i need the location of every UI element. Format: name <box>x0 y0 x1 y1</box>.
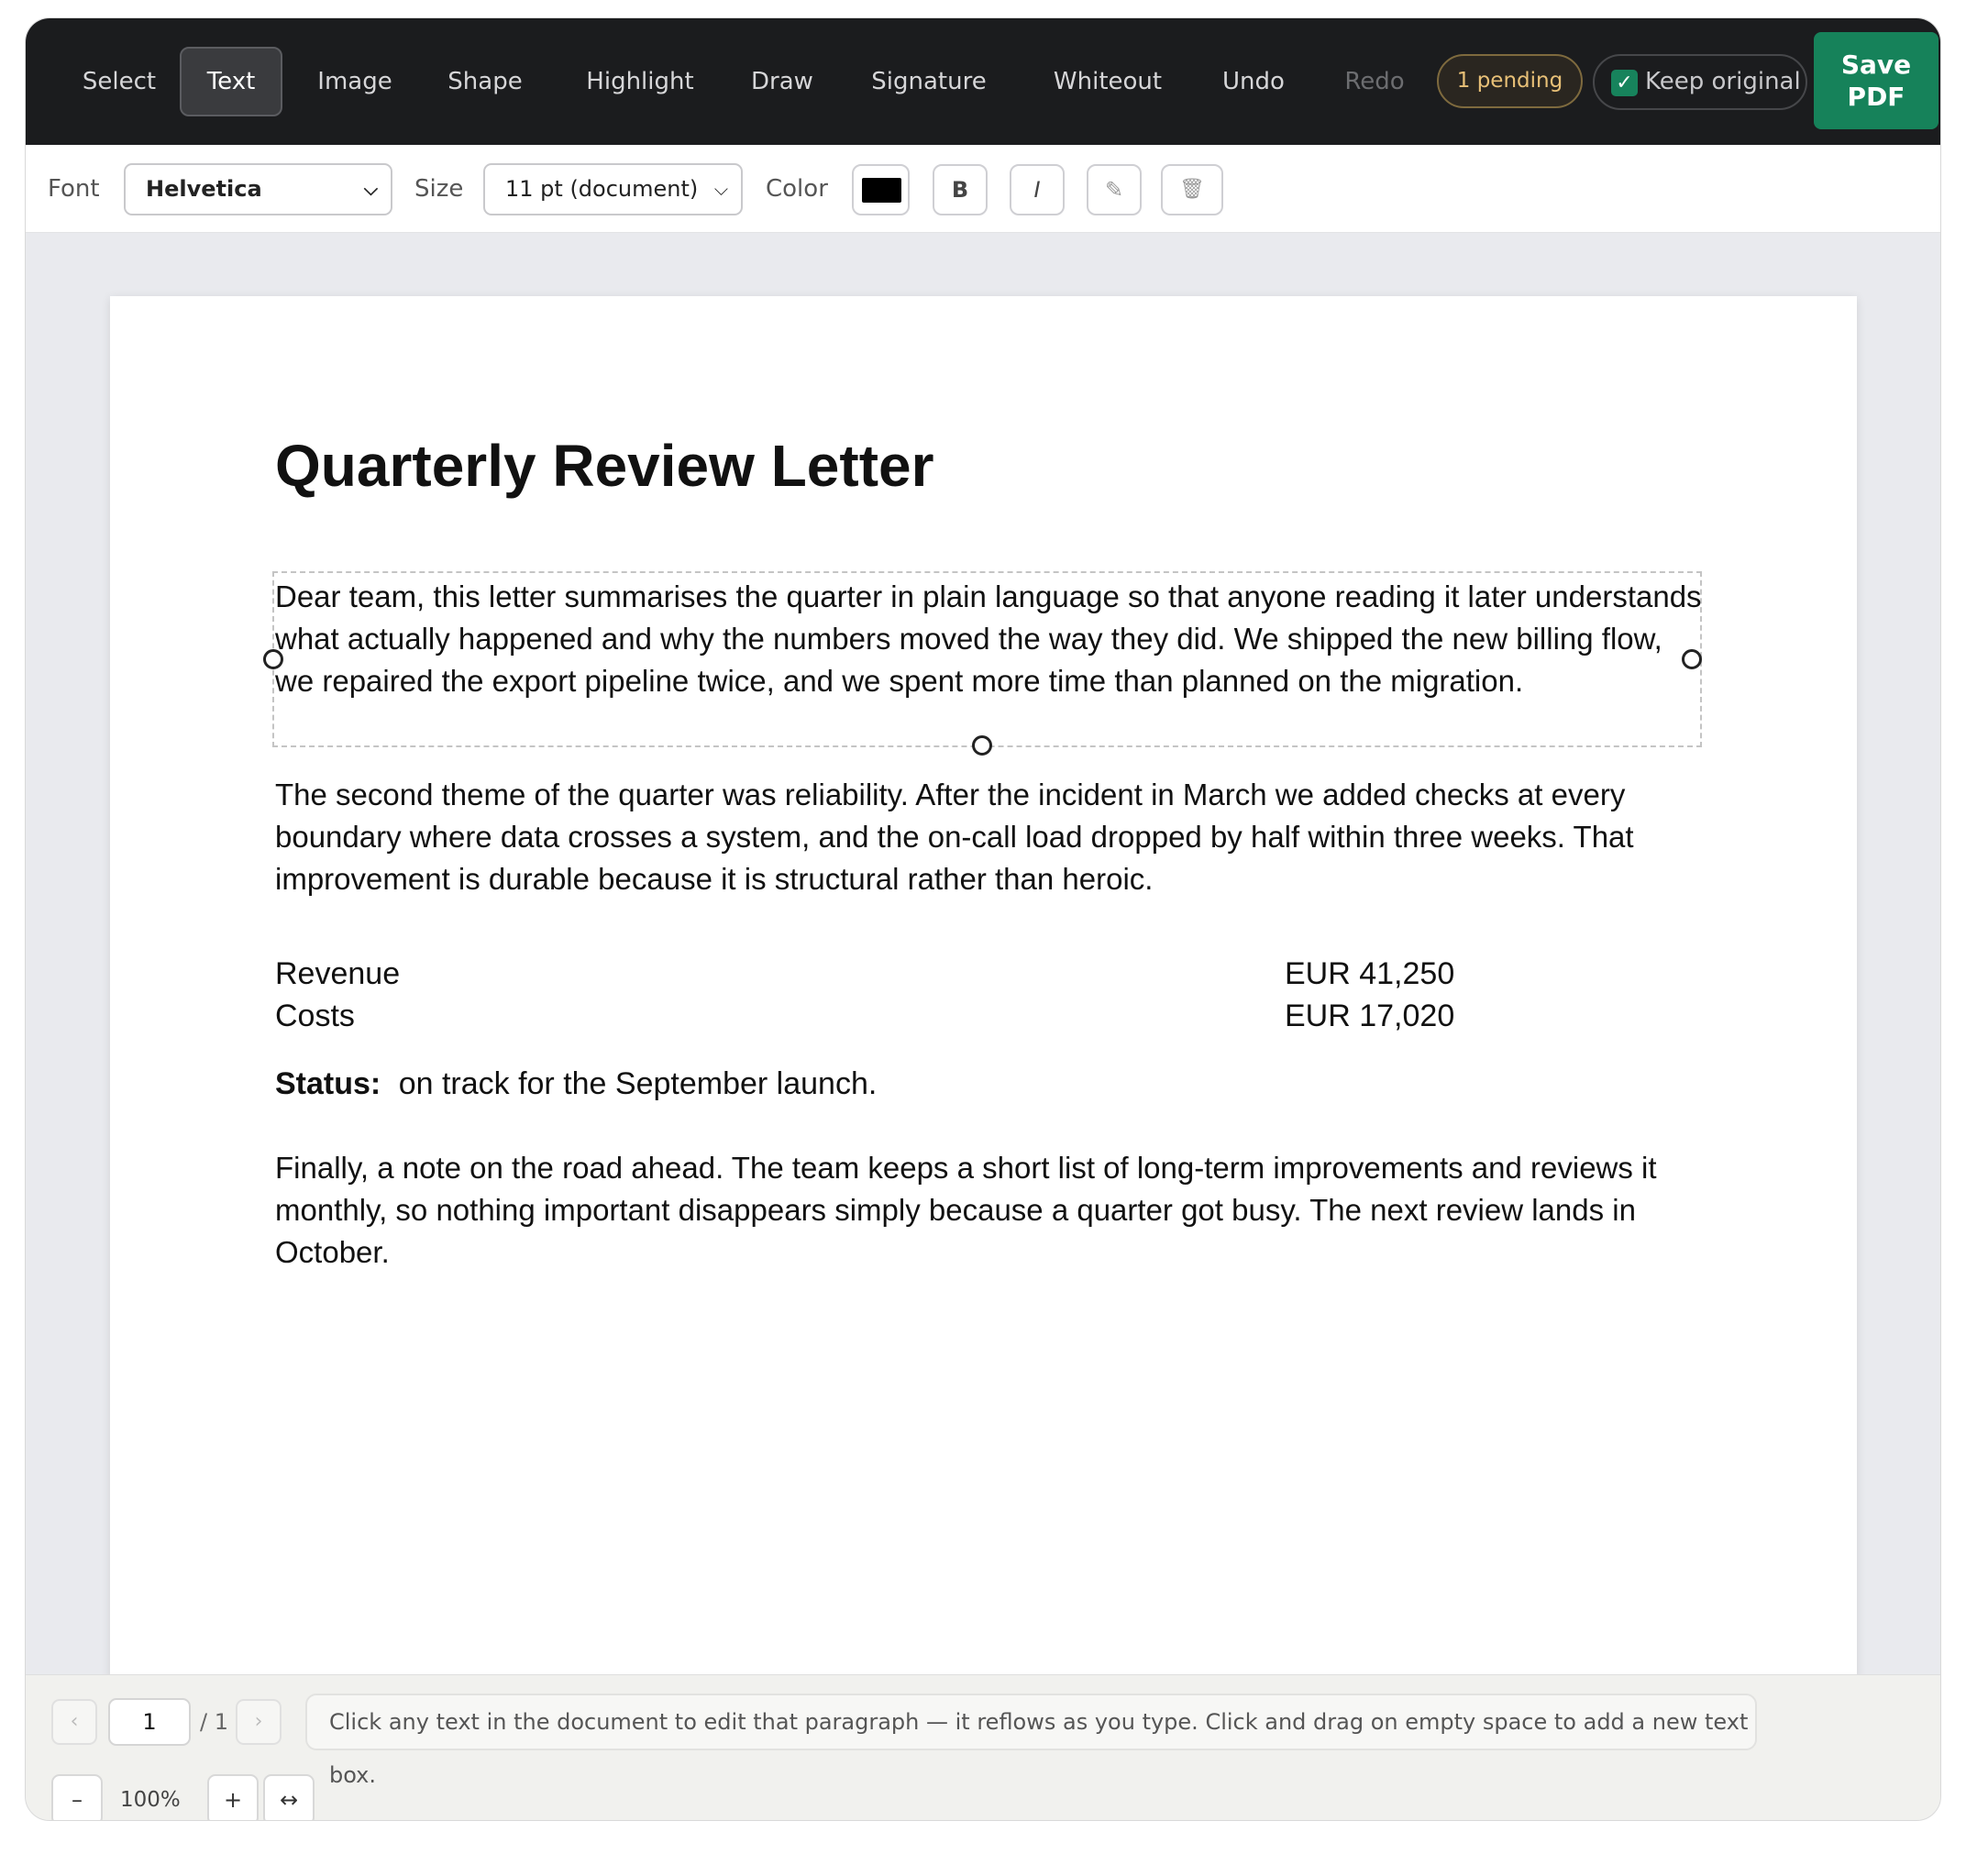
size-select-value: 11 pt (document) <box>505 176 699 202</box>
bold-button[interactable]: B <box>933 164 988 215</box>
keep-original-toggle[interactable] <box>1593 54 1807 110</box>
italic-button[interactable]: I <box>1010 164 1065 215</box>
font-select[interactable] <box>124 163 392 215</box>
zoom-in-button[interactable]: + <box>207 1774 259 1821</box>
chevron-down-icon: ⌵ <box>363 178 378 200</box>
page-number-input[interactable]: 1 <box>108 1698 191 1746</box>
checkbox-checked-icon[interactable]: ✓ <box>1611 70 1638 96</box>
editor-window <box>25 17 1941 1821</box>
hint-message: Click any text in the document to edit that paragraph — it reflows as you type. Click and drag on empty space to add a new text box. <box>305 1694 1757 1750</box>
status-line[interactable] <box>275 1066 877 1102</box>
size-select[interactable] <box>483 163 743 215</box>
save-label-line2: PDF <box>1847 82 1905 112</box>
pdf-page[interactable] <box>110 296 1857 1681</box>
color-picker[interactable] <box>852 164 910 215</box>
format-toolbar <box>26 145 1941 233</box>
financial-label: Revenue <box>275 956 401 991</box>
undo-button[interactable]: Undo <box>1222 68 1285 95</box>
redo-button[interactable]: Redo <box>1344 68 1405 95</box>
font-label: Font <box>48 175 100 203</box>
tool-signature[interactable]: Signature <box>871 68 987 95</box>
tool-image[interactable]: Image <box>317 68 392 95</box>
paragraph-3[interactable]: Finally, a note on the road ahead. The team keeps a short list of long-term improvements and reviews it monthly, so nothing important disappears simply because a quarter got busy. The next review lands in October. <box>275 1151 1657 1269</box>
main-toolbar <box>26 18 1941 145</box>
fit-width-icon[interactable]: ↔ <box>263 1774 315 1821</box>
keep-original-label: Keep original <box>1645 68 1801 95</box>
paragraph-2[interactable]: The second theme of the quarter was reliability. After the incident in March we added checks at every boundary where data crosses a system, and the on-call load dropped by half within three weeks. That improvement is durable because it is structural rather than heroic. <box>275 778 1634 896</box>
color-swatch <box>862 178 901 203</box>
financial-value: EUR 41,250 <box>1285 956 1455 991</box>
save-label-line1: Save <box>1840 50 1912 80</box>
status-label: Status: <box>275 1066 381 1101</box>
zoom-level: 100% <box>120 1788 181 1812</box>
financial-value: EUR 17,020 <box>1285 999 1455 1033</box>
trash-icon[interactable]: 🗑 <box>1161 164 1223 215</box>
next-page-button[interactable]: › <box>236 1699 282 1745</box>
tool-draw[interactable]: Draw <box>751 68 813 95</box>
financial-row[interactable] <box>275 953 1467 995</box>
status-text: on track for the September launch. <box>398 1066 878 1101</box>
resize-handle-bottom[interactable] <box>972 735 992 756</box>
tool-shape[interactable]: Shape <box>447 68 523 95</box>
size-label: Size <box>414 175 464 203</box>
page-total: / 1 <box>200 1709 228 1735</box>
pencil-icon[interactable]: ✎ <box>1087 164 1142 215</box>
tool-text[interactable]: Text <box>180 47 282 116</box>
prev-page-button[interactable]: ‹ <box>51 1699 97 1745</box>
tool-highlight[interactable]: Highlight <box>586 68 694 95</box>
pending-badge: 1 pending <box>1437 54 1583 108</box>
tool-select[interactable]: Select <box>82 68 157 95</box>
financial-label: Costs <box>275 999 355 1033</box>
footer-bar <box>26 1674 1941 1821</box>
document-canvas[interactable] <box>26 233 1941 1674</box>
financial-row[interactable] <box>275 995 1467 1037</box>
zoom-out-button[interactable]: – <box>51 1774 103 1821</box>
save-pdf-button[interactable] <box>1814 32 1938 129</box>
tool-whiteout[interactable]: Whiteout <box>1053 68 1163 95</box>
font-select-value: Helvetica <box>146 176 262 202</box>
chevron-down-icon: ⌵ <box>713 178 728 200</box>
paragraph-1[interactable]: Dear team, this letter summarises the quarter in plain language so that anyone reading it later understands what actually happened and why the numbers moved the way they did. We shipped the new billing flow, we repaired the export pipeline twice, and we spent more time than planned on the migration. <box>275 579 1702 698</box>
color-label: Color <box>766 175 828 203</box>
document-title[interactable]: Quarterly Review Letter <box>275 433 934 499</box>
